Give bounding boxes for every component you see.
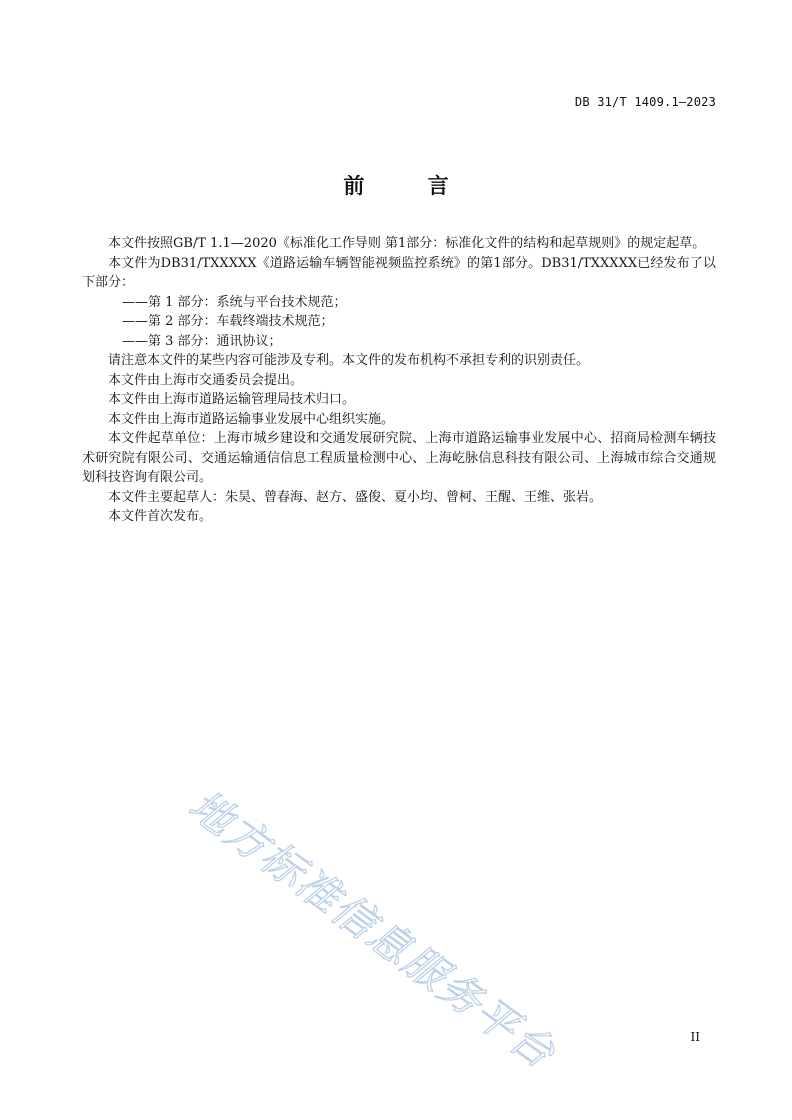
watermark: 地方标准信息服务平台 bbox=[180, 780, 565, 1079]
foreword-body bbox=[82, 234, 716, 527]
page-title: 前 言 bbox=[343, 174, 477, 198]
list-item-part-1: ——第 1 部分：系统与平台技术规范； bbox=[122, 294, 347, 310]
page-number: II bbox=[690, 1030, 700, 1044]
list-item-part-2: ——第 2 部分：车载终端技术规范； bbox=[122, 314, 334, 329]
paragraph-technical-authority: 本文件由上海市道路运输管理局技术归口。 bbox=[108, 392, 356, 407]
document-code: DB 31/T 1409.1—2023 bbox=[574, 95, 716, 109]
paragraph-drafting-units: 本文件起草单位：上海市城乡建设和交通发展研究院、上海市道路运输事业发展中心、招商局检测车辆技术研究院有限公司、交通运输通信信息工程质量检测中心、上海屹脉信息科技有限公司、上海城市综合交通规划科技咨询有限公司。 bbox=[82, 431, 716, 485]
paragraph-drafting-rules: 本文件按照GB/T 1.1—2020《标准化工作导则 第1部分：标准化文件的结构和起草规则》的规定起草。 bbox=[108, 236, 706, 251]
paragraph-drafters: 本文件主要起草人：朱昊、曾春海、赵方、盛俊、夏小均、曾柯、王醒、王维、张岩。 bbox=[108, 489, 603, 505]
paragraph-patent-notice: 请注意本文件的某些内容可能涉及专利。本文件的发布机构不承担专利的识别责任。 bbox=[108, 353, 590, 368]
paragraph-parts-intro: 本文件为DB31/TXXXXX《道路运输车辆智能视频监控系统》的第1部分。DB31/TXXXXX已经发布了以下部分： bbox=[82, 255, 716, 290]
list-item-part-3: ——第 3 部分：通讯协议； bbox=[122, 333, 282, 349]
paragraph-proposer: 本文件由上海市交通委员会提出。 bbox=[108, 372, 304, 388]
paragraph-first-release: 本文件首次发布。 bbox=[108, 509, 213, 524]
paragraph-implementer: 本文件由上海市道路运输事业发展中心组织实施。 bbox=[108, 411, 395, 427]
